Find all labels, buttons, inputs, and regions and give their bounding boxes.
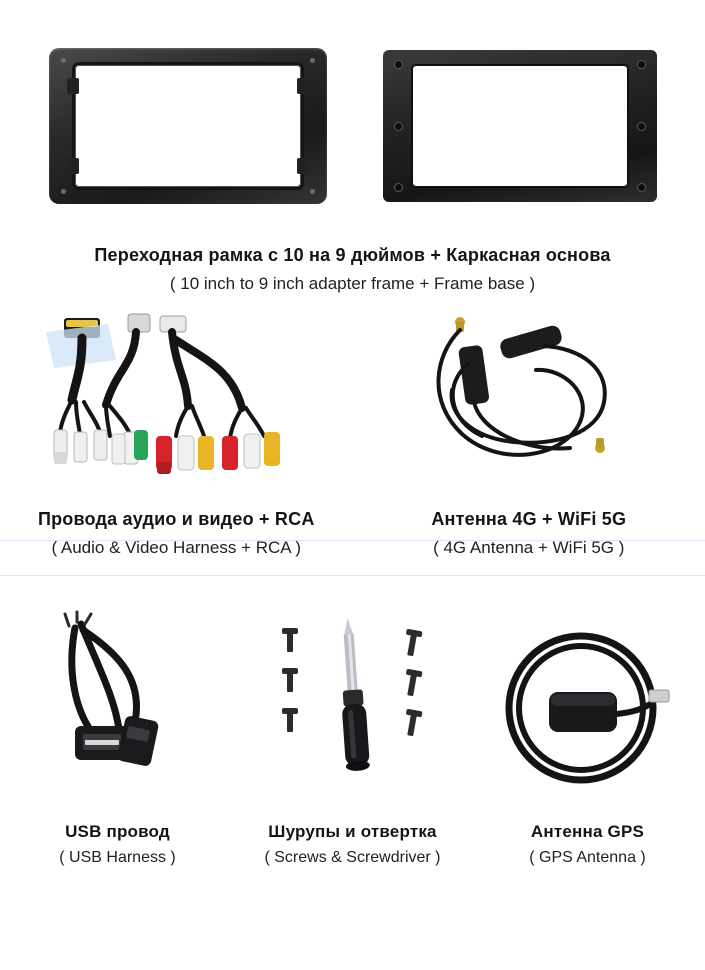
section-usb-screws-gps: [0, 610, 705, 940]
gps-antenna-image: [470, 610, 705, 815]
frame-base-hole: [638, 184, 645, 191]
frame-base-image: [383, 50, 657, 202]
adapter-frame-screw-hole: [310, 189, 315, 194]
audio-video-harness-caption-block: [38, 500, 315, 559]
antenna-4g-wifi-caption-ru: Антенна 4G + WiFi 5G: [431, 509, 627, 529]
gps-antenna-caption-block: [529, 815, 646, 869]
screws-screwdriver-caption-en: ( Screws & Screwdriver ): [264, 849, 441, 867]
frames-caption-block: [0, 222, 705, 295]
gps-antenna-caption-en: ( GPS Antenna ): [529, 849, 646, 867]
audio-video-harness-image: [0, 300, 353, 500]
frame-base-hole: [395, 184, 402, 191]
audio-video-harness-caption-en: ( Audio & Video Harness + RCA ): [51, 537, 302, 557]
usb-cable-illustration: [23, 610, 213, 805]
section-frames: [0, 0, 705, 300]
frame-base-opening: [413, 66, 627, 186]
column-antenna-4g-wifi: [353, 300, 705, 610]
usb-harness-caption-block: [59, 815, 175, 869]
adapter-frame-tab: [297, 158, 309, 174]
adapter-frame-screw-hole: [61, 189, 66, 194]
adapter-frame-opening: [75, 65, 301, 187]
screws-screwdriver-caption-ru: Шурупы и отвертка: [268, 822, 437, 841]
adapter-frame-screw-hole: [310, 58, 315, 63]
frame-base-hole: [638, 123, 645, 130]
adapter-frame-image: [49, 48, 327, 204]
frame-base-hole: [638, 61, 645, 68]
antenna-4g-wifi-caption-en: ( 4G Antenna + WiFi 5G ): [433, 537, 625, 557]
adapter-frame-screw-hole: [61, 58, 66, 63]
adapter-frame-tab: [67, 78, 79, 94]
screws-screwdriver-image: [235, 610, 470, 815]
audio-video-harness-caption-ru: Провода аудио и видео + RCA: [37, 509, 315, 529]
frames-caption-ru: Переходная рамка с 10 на 9 дюймов + Каркасная основа: [94, 245, 611, 265]
usb-harness-caption-en: ( USB Harness ): [59, 849, 176, 867]
column-screws-screwdriver: [235, 610, 470, 940]
gps-antenna-caption-ru: Антенна GPS: [530, 822, 645, 841]
usb-harness-caption-ru: USB провод: [65, 822, 170, 841]
column-usb-harness: [0, 610, 235, 940]
usb-harness-image: [0, 610, 235, 815]
antenna-illustration: [404, 306, 654, 491]
column-gps-antenna: [470, 610, 705, 940]
frames-images: [0, 0, 705, 222]
column-audio-video-harness: [0, 300, 353, 610]
antenna-4g-wifi-caption-block: [431, 500, 626, 559]
antenna-4g-wifi-image: [353, 300, 705, 500]
frame-base-hole: [395, 123, 402, 130]
adapter-frame-tab: [67, 158, 79, 174]
gps-antenna-illustration: [493, 610, 683, 805]
screws-screwdriver-caption-block: [264, 815, 440, 869]
frame-base-hole: [395, 61, 402, 68]
section-harness-antenna: [0, 300, 705, 610]
adapter-frame-tab: [297, 78, 309, 94]
screwdriver-screws-illustration: [258, 610, 448, 805]
frames-caption-en: ( 10 inch to 9 inch adapter frame + Frame base ): [169, 273, 536, 293]
harness-illustration: [36, 310, 316, 495]
